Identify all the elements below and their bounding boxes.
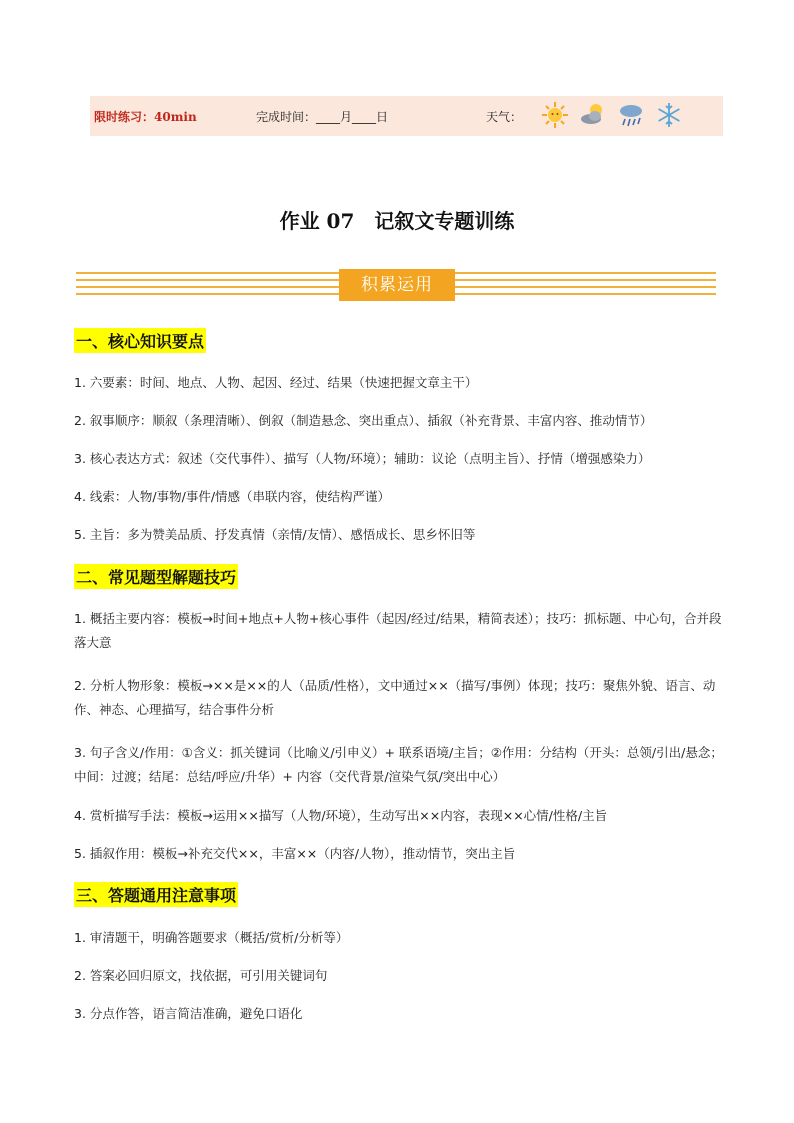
partly-cloudy-icon — [578, 100, 608, 130]
list-item: 5. 插叙作用：模板→补充交代××，丰富××（内容/人物），推动情节，突出主旨 — [74, 846, 516, 861]
section-heading-3: 三、答题通用注意事项 — [74, 882, 238, 907]
section-heading-1: 一、核心知识要点 — [74, 328, 206, 353]
header-bar — [90, 96, 723, 136]
sun-icon — [540, 100, 570, 130]
list-item: 1. 审清题干，明确答题要求（概括/赏析/分析等） — [74, 930, 349, 945]
list-item: 3. 分点作答，语言简洁准确，避免口语化 — [74, 1006, 303, 1021]
rain-icon — [616, 100, 646, 130]
list-item: 4. 线索：人物/事物/事件/情感（串联内容，使结构严谨） — [74, 489, 391, 504]
page-title: 作业 07 记叙文专题训练 — [279, 209, 515, 233]
band-label: 积累运用 — [339, 269, 455, 301]
list-item: 1. 概括主要内容：模板→时间+地点+人物+核心事件（起因/经过/结果，精简表述）；技巧：抓标题、中心句，合并段落大意 — [74, 611, 722, 650]
list-item: 4. 赏析描写手法：模板→运用××描写（人物/环境），生动写出××内容，表现××心情/性格/主旨 — [74, 808, 608, 823]
list-item: 5. 主旨：多为赞美品质、抒发真情（亲情/友情）、感悟成长、思乡怀旧等 — [74, 527, 476, 542]
weather-icons — [540, 98, 684, 132]
time-limit: 限时练习：40min — [94, 110, 197, 124]
completion-time: 完成时间：____月____日 — [256, 110, 389, 124]
list-item: 1. 六要素：时间、地点、人物、起因、经过、结果（快速把握文章主干） — [74, 375, 478, 390]
section-heading-2: 二、常见题型解题技巧 — [74, 564, 238, 589]
weather-label: 天气： — [486, 110, 523, 124]
list-item: 3. 核心表达方式：叙述（交代事件）、描写（人物/环境）；辅助：议论（点明主旨）、抒情（增强感染力） — [74, 451, 651, 466]
list-item: 3. 句子含义/作用：①含义：抓关键词（比喻义/引申义）+ 联系语境/主旨；②作用：分结构（开头：总领/引出/悬念；中间：过渡；结尾：总结/呼应/升华）+ 内容（交代背景/渲染气氛/突出中心） — [74, 745, 723, 784]
list-item: 2. 分析人物形象：模板→××是××的人（品质/性格），文中通过××（描写/事例）体现；技巧：聚焦外貌、语言、动作、神态、心理描写，结合事件分析 — [74, 678, 716, 717]
snow-icon — [654, 100, 684, 130]
list-item: 2. 叙事顺序：顺叙（条理清晰）、倒叙（制造悬念、突出重点）、插叙（补充背景、丰富内容、推动情节） — [74, 413, 653, 428]
list-item: 2. 答案必回归原文，找依据，可引用关键词句 — [74, 968, 328, 983]
